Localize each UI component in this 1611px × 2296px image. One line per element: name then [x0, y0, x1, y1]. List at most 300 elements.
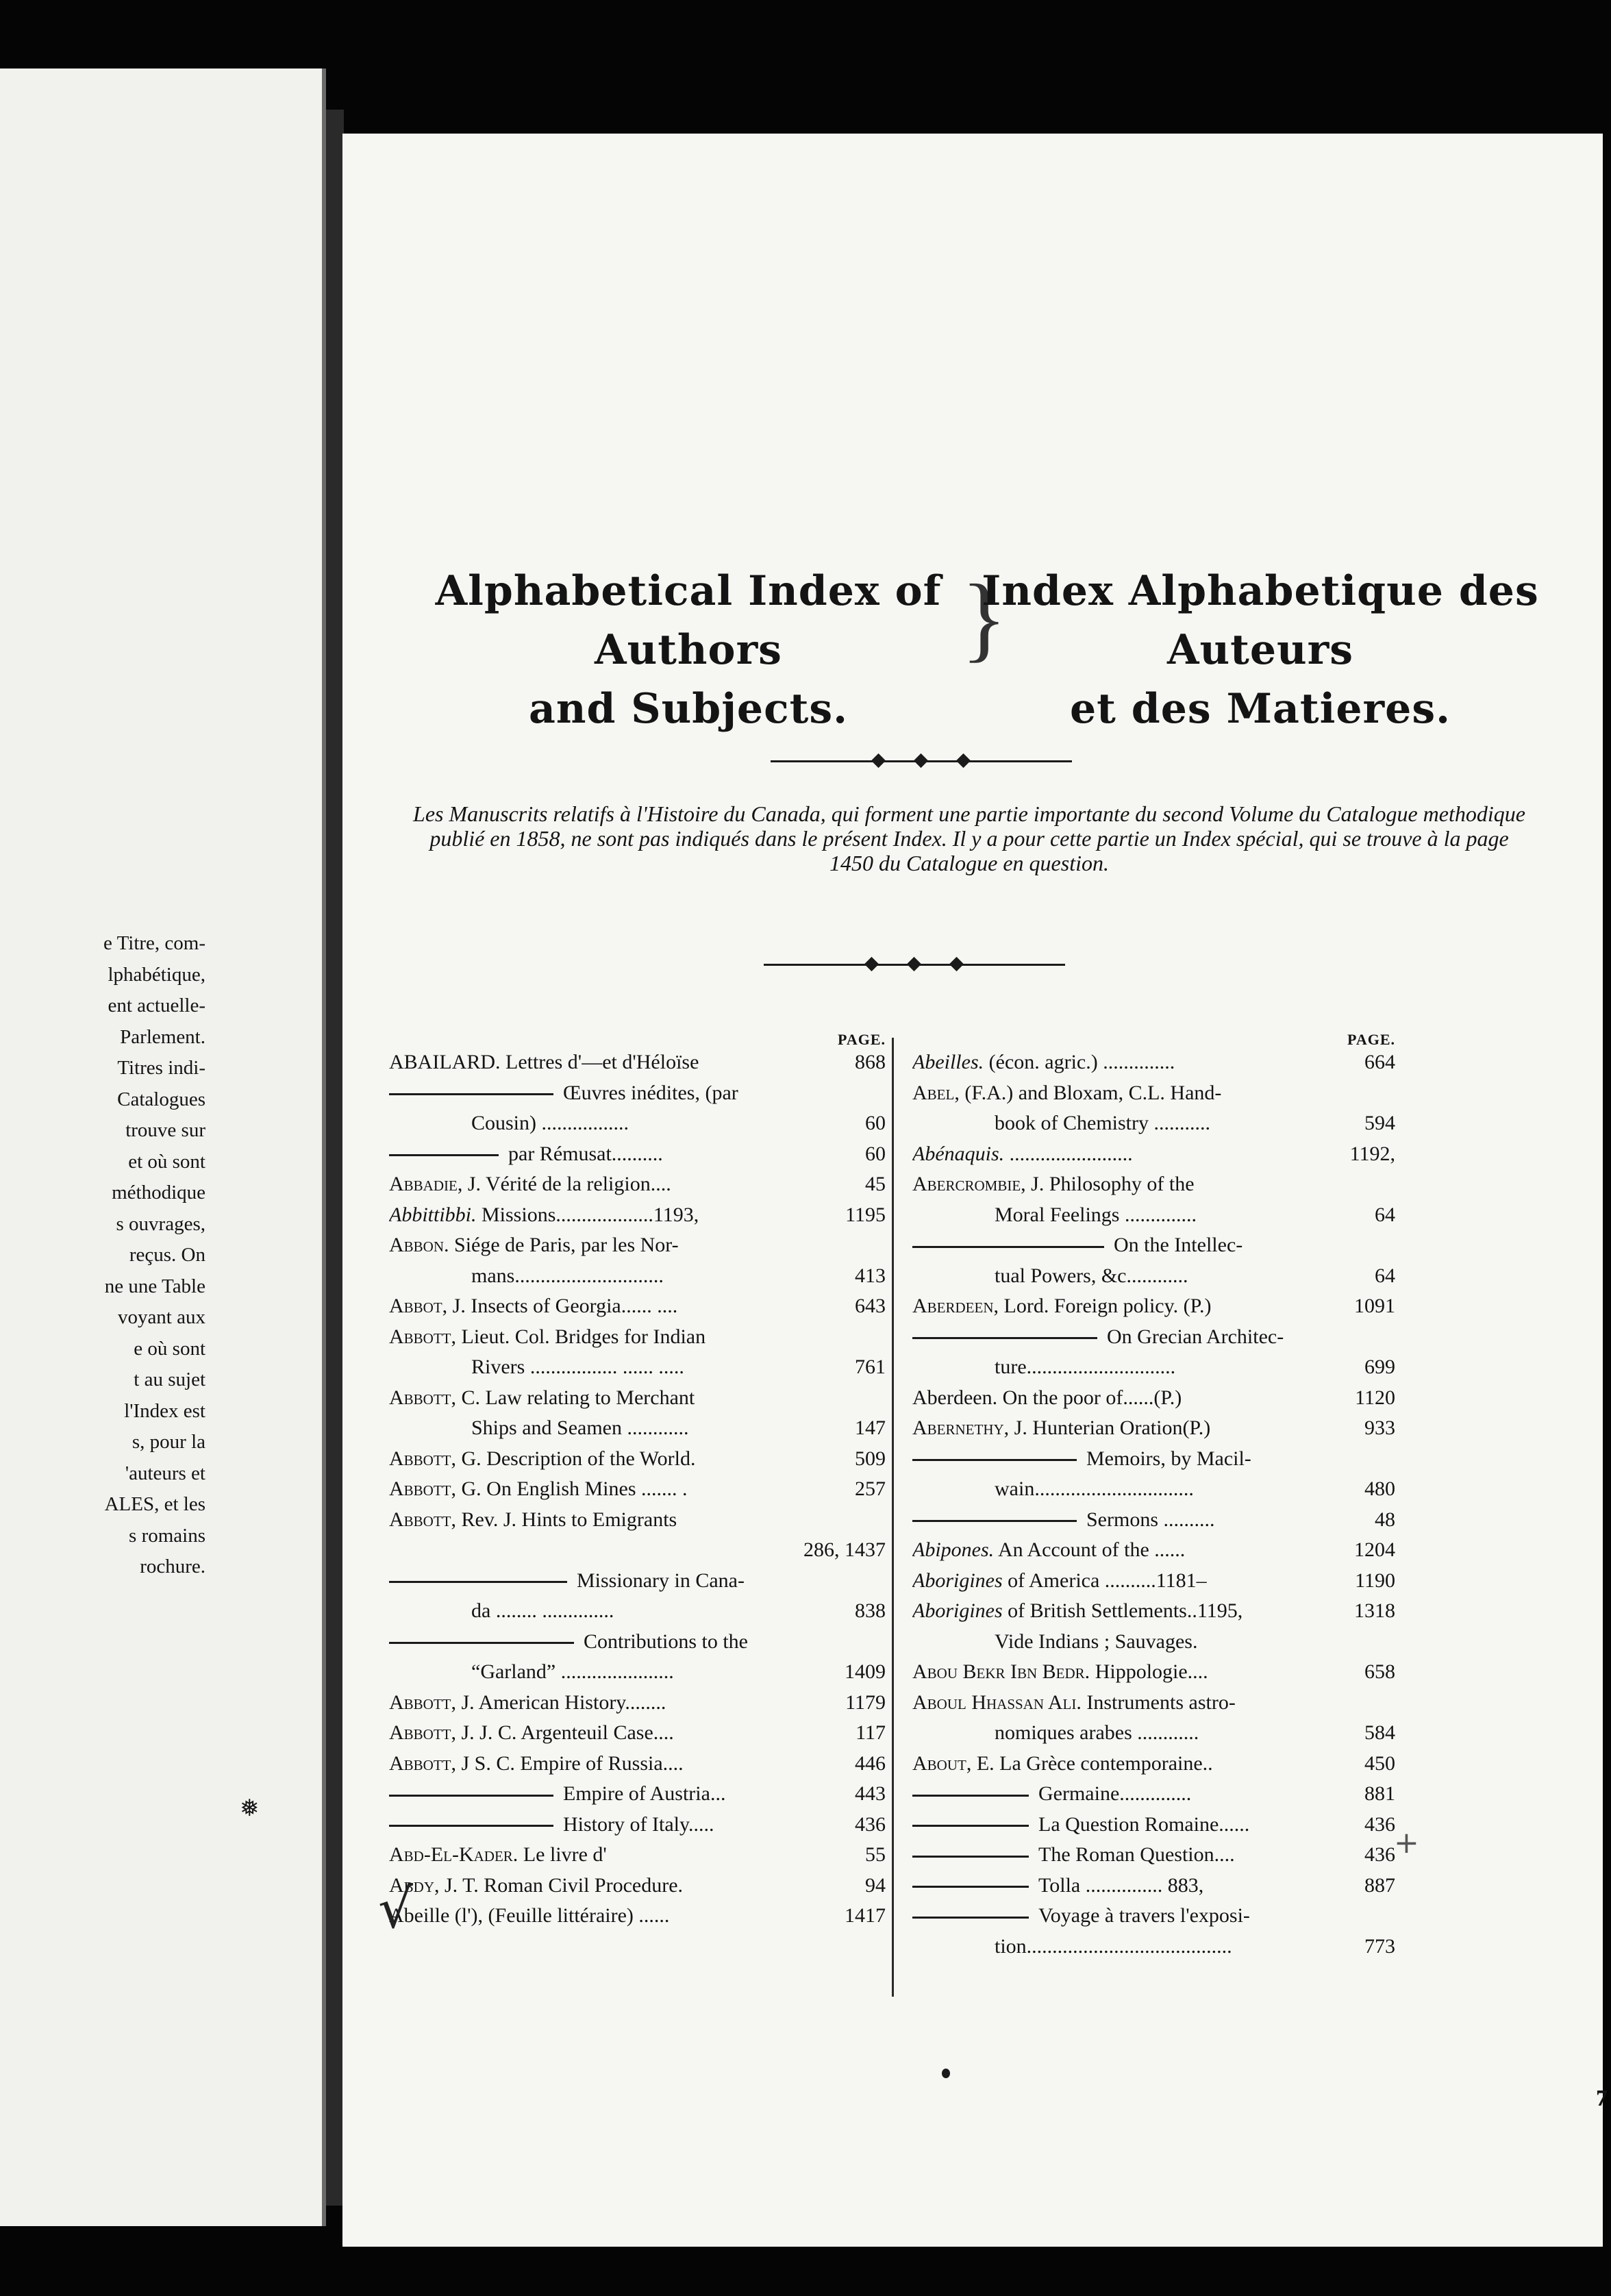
entry-title: Rev. J. Hints to Emigrants [456, 1508, 677, 1531]
left-fragment-line: l'Index est [124, 1399, 205, 1422]
entry-page-number: 436 [1364, 1843, 1395, 1866]
index-entry [389, 1108, 886, 1139]
entry-text [912, 1810, 1395, 1840]
entry-title: Missionary in Cana- [577, 1569, 745, 1592]
entry-title: Memoirs, by Macil- [1086, 1447, 1251, 1470]
index-entry [389, 1444, 886, 1475]
manuscripts-note: Les Manuscrits relatifs à l'Histoire du Canada, qui forment une partie importante du second Volume du Catalogue methodique publié en 1858, ne sont pas indiqués dans le présent Index. Il y a pour cette partie un Index spécial, qui se trouve à la page 1450 du Catalogue en question. [413, 801, 1525, 875]
index-entry [912, 1413, 1395, 1444]
entry-title: nomiques arabes ............ [995, 1721, 1199, 1744]
entry-page-number: 480 [1364, 1477, 1395, 1500]
heading-french-line-1: Index Alphabetique des Auteurs [982, 567, 1539, 674]
index-entry [912, 1291, 1395, 1322]
entry-title: An Account of the ...... [994, 1538, 1186, 1561]
entry-page-number: 257 [855, 1477, 886, 1500]
entry-title: Description of the World. [481, 1447, 696, 1470]
entry-title: Siége de Paris, par les Nor- [449, 1234, 679, 1256]
entry-text [912, 1718, 1395, 1749]
entry-text [912, 1566, 1395, 1597]
index-entry [912, 1200, 1395, 1231]
left-fragment-line: ALES, et les [104, 1493, 205, 1515]
entry-text [389, 1200, 886, 1231]
entry-text [389, 1078, 886, 1109]
heading-french-line-2: et des Matieres. [1070, 685, 1451, 733]
index-entry [389, 1322, 886, 1353]
entry-text [912, 1535, 1395, 1566]
entry-page-number: 60 [865, 1112, 886, 1134]
heading-english-line-1: Alphabetical Index of Authors [435, 567, 942, 674]
entry-text [389, 1261, 886, 1292]
entry-title: book of Chemistry ........... [995, 1112, 1210, 1134]
handwritten-check-mark: √ [378, 1877, 413, 1941]
entry-text [912, 1322, 1395, 1353]
entry-page-number: 643 [855, 1295, 886, 1317]
entry-title: Tolla ............... 883, [1038, 1873, 1204, 1897]
entry-page-number: 1190 [1355, 1569, 1395, 1592]
entry-title: The Roman Question.... [1038, 1843, 1235, 1866]
entry-text [389, 1169, 886, 1200]
entry-text [389, 1779, 886, 1810]
index-entry [912, 1749, 1395, 1780]
ink-speck [942, 2069, 950, 2078]
entry-author: Abbott, J. J. C. [389, 1721, 517, 1744]
entry-author: About, E. [912, 1751, 995, 1775]
heading-french [979, 562, 1541, 738]
entry-text [912, 1627, 1395, 1658]
entry-title: tion........................................ [995, 1934, 1232, 1958]
entry-title: (écon. agric.) .............. [984, 1051, 1175, 1073]
index-entry [389, 1230, 886, 1261]
entry-text [912, 1596, 1395, 1627]
entry-page-number: 446 [855, 1751, 886, 1775]
entry-text [389, 1230, 886, 1261]
entry-title: Empire of Austria... [563, 1782, 726, 1805]
left-fragment-line: Parlement. [120, 1025, 205, 1048]
entry-text [389, 1688, 886, 1719]
index-entry [389, 1718, 886, 1749]
entry-author: Abbott, G. [389, 1447, 482, 1470]
index-entry [389, 1596, 886, 1627]
entry-text [912, 1749, 1395, 1780]
entry-text [389, 1108, 886, 1139]
index-entry [389, 1139, 886, 1170]
entry-text [389, 1810, 886, 1840]
entry-page-number: 450 [1364, 1751, 1395, 1775]
entry-text [389, 1718, 886, 1749]
entry-page-number: 887 [1364, 1873, 1395, 1897]
index-entry [389, 1505, 886, 1536]
entry-page-number: 117 [856, 1721, 886, 1744]
entry-text [912, 1200, 1395, 1231]
entry-text [389, 1505, 886, 1536]
entry-title: La Question Romaine...... [1038, 1812, 1250, 1836]
entry-title: “Garland” ...................... [471, 1660, 674, 1683]
entry-page-number: 773 [1364, 1934, 1395, 1958]
index-entry [912, 1444, 1395, 1475]
entry-title: par Rémusat.......... [508, 1142, 663, 1165]
repeat-dash [389, 1825, 553, 1827]
entry-author: Abou Bekr Ibn Bedr. [912, 1660, 1090, 1683]
entry-title: Lieut. Col. Bridges for Indian [456, 1325, 706, 1348]
entry-title: Moral Feelings .............. [995, 1203, 1197, 1226]
index-entry [389, 1169, 886, 1200]
repeat-dash [389, 1093, 553, 1095]
left-fragment-line: 'auteurs et [125, 1462, 205, 1484]
index-entry [912, 1047, 1395, 1078]
entry-subject: Abeilles. [912, 1051, 984, 1073]
repeat-dash [912, 1856, 1029, 1858]
index-entry [389, 1535, 886, 1566]
entry-text [389, 1627, 886, 1658]
index-entry [912, 1779, 1395, 1810]
entry-author: Abel, [912, 1081, 960, 1104]
heading-english [418, 562, 959, 738]
entry-text [912, 1383, 1395, 1414]
entry-text [912, 1291, 1395, 1322]
entry-page-number: 443 [855, 1782, 886, 1805]
main-page [342, 134, 1608, 2247]
index-entry [389, 1657, 886, 1688]
index-entry [389, 1871, 886, 1901]
entry-title: Instruments astro- [1081, 1690, 1236, 1714]
index-entry [912, 1108, 1395, 1139]
entry-page-number: 699 [1364, 1356, 1395, 1378]
entry-author: Abbot, J. [389, 1295, 466, 1317]
entry-text [912, 1932, 1395, 1962]
entry-title: Lord. Foreign policy. (P.) [999, 1295, 1212, 1317]
entry-text [912, 1474, 1395, 1505]
entry-title: (F.A.) and Bloxam, C.L. Hand- [959, 1081, 1222, 1104]
index-entry [912, 1840, 1395, 1871]
entry-text [912, 1444, 1395, 1475]
entry-page-number: 436 [1364, 1812, 1395, 1836]
entry-author: Abbott, [389, 1508, 456, 1531]
entry-subject: Aborigines [912, 1599, 1003, 1622]
index-entry [912, 1901, 1395, 1932]
entry-text [389, 1139, 886, 1170]
entry-text [912, 1108, 1395, 1139]
entry-text [912, 1779, 1395, 1810]
index-entry [389, 1047, 886, 1078]
entry-text [389, 1871, 886, 1901]
entry-page-number: 1179 [845, 1690, 886, 1714]
entry-page-number: 838 [855, 1599, 886, 1622]
index-entry [389, 1383, 886, 1414]
left-fragment-line: t au sujet [134, 1369, 205, 1390]
left-page-text-fragment [0, 928, 205, 1583]
entry-subject: Abbittibbi. [389, 1203, 477, 1226]
entry-author: Abbott, G. [389, 1477, 482, 1500]
left-fragment-line: s, pour la [132, 1431, 205, 1453]
entry-text [912, 1078, 1395, 1109]
entry-text [389, 1383, 886, 1414]
left-fragment-line: e Titre, com- [103, 932, 205, 954]
entry-page-number: 60 [865, 1142, 886, 1165]
index-entry [389, 1200, 886, 1231]
index-entry [389, 1779, 886, 1810]
repeat-dash [389, 1581, 567, 1583]
index-entry [912, 1596, 1395, 1627]
entry-page-number: 286, 1437 [803, 1538, 886, 1561]
entry-title: Empire of Russia.... [514, 1751, 684, 1775]
index-entry [912, 1261, 1395, 1292]
entry-title: Ships and Seamen ............ [471, 1417, 689, 1439]
entry-text [389, 1322, 886, 1353]
entry-page-number: 881 [1364, 1782, 1395, 1805]
entry-author: Aboul Hhassan Ali. [912, 1690, 1082, 1714]
index-entry [912, 1627, 1395, 1658]
index-entry [912, 1383, 1395, 1414]
entry-text [389, 1749, 886, 1780]
index-entry [389, 1627, 886, 1658]
book-gutter [326, 110, 344, 2206]
entry-text [912, 1169, 1395, 1200]
index-entry [912, 1871, 1395, 1901]
entry-title: Le livre d' [518, 1843, 607, 1866]
entry-text [912, 1230, 1395, 1261]
left-fragment-line: lphabétique, [108, 963, 205, 986]
heading-brace: } [961, 565, 1008, 671]
index-entry [912, 1688, 1395, 1719]
entry-page-number: 594 [1364, 1112, 1395, 1134]
entry-author: Abbott, J S. C. [389, 1751, 515, 1775]
index-entry [389, 1810, 886, 1840]
entry-page-number: 1120 [1355, 1386, 1395, 1409]
bottom-ornament-rule [764, 956, 1065, 973]
entry-text [389, 1047, 886, 1078]
entry-title: Roman Civil Procedure. [478, 1873, 684, 1897]
entry-title: Sermons .......... [1086, 1508, 1215, 1531]
entry-title: Vérité de la religion.... [481, 1173, 671, 1195]
index-heading [418, 562, 1541, 836]
entry-text [912, 1261, 1395, 1292]
entry-title: Germaine.............. [1038, 1782, 1192, 1805]
index-entry [389, 1291, 886, 1322]
entry-page-number: 1192, [1349, 1142, 1395, 1165]
entry-page-number: 94 [865, 1873, 886, 1897]
entry-text [389, 1291, 886, 1322]
entry-title: mans............................. [471, 1264, 664, 1287]
entry-page-number: 147 [855, 1417, 886, 1439]
index-entry [912, 1657, 1395, 1688]
entry-author: Abercrombie, J. [912, 1173, 1045, 1195]
entry-title: History of Italy..... [563, 1812, 714, 1836]
entry-title: Abeille (l'), (Feuille littéraire) ...... [389, 1904, 670, 1927]
entry-page-number: 658 [1364, 1660, 1395, 1683]
handwritten-plus-mark: + [1394, 1825, 1419, 1860]
repeat-dash [389, 1154, 499, 1156]
entry-text [389, 1901, 886, 1932]
left-fragment-line: et où sont [128, 1150, 205, 1173]
entry-page-number: 48 [1375, 1508, 1395, 1531]
index-entry [912, 1474, 1395, 1505]
index-entry [389, 1413, 886, 1444]
index-entry [389, 1901, 886, 1932]
entry-author: Aberdeen, [912, 1295, 999, 1317]
entry-title: Hippologie.... [1090, 1660, 1208, 1683]
entry-text [389, 1413, 886, 1444]
column-divider [892, 1038, 894, 1997]
entry-title: On the Intellec- [1114, 1234, 1243, 1256]
repeat-dash [912, 1459, 1077, 1461]
entry-page-number: 1318 [1354, 1599, 1395, 1622]
index-entry [389, 1840, 886, 1871]
index-column-left [389, 1031, 886, 1932]
entry-title: Hunterian Oration(P.) [1027, 1417, 1211, 1439]
entry-title: On Grecian Architec- [1107, 1325, 1284, 1348]
entry-title: da ........ .............. [471, 1599, 614, 1622]
entry-page-number: 1204 [1354, 1538, 1395, 1561]
entry-text [912, 1047, 1395, 1078]
entry-title: Law relating to Merchant [480, 1386, 695, 1409]
index-entry [389, 1261, 886, 1292]
entry-page-number: 584 [1364, 1721, 1395, 1744]
entry-title: tual Powers, &c............ [995, 1264, 1188, 1287]
entry-title: ture............................. [995, 1356, 1176, 1378]
entry-page-number: 1195 [845, 1203, 886, 1226]
entry-page-number: 509 [855, 1447, 886, 1470]
left-fragment-line: trouve sur [125, 1119, 205, 1141]
entry-page-number: 933 [1364, 1417, 1395, 1439]
entry-title: Missions...................1193, [476, 1203, 699, 1226]
repeat-dash [389, 1795, 553, 1797]
entry-title: Œuvres inédites, (par [563, 1081, 738, 1104]
index-column-right [912, 1031, 1395, 1962]
entry-page-number: 1091 [1354, 1295, 1395, 1317]
entry-title: Lettres d'—et d'Héloïse [500, 1051, 699, 1073]
entry-page-number: 1409 [845, 1660, 886, 1683]
entry-title: wain............................... [995, 1477, 1194, 1500]
entry-page-number: 868 [855, 1051, 886, 1073]
entry-author: Abbott, C. [389, 1386, 481, 1409]
entry-text [389, 1474, 886, 1505]
entry-author: ABAILARD. [389, 1051, 501, 1073]
repeat-dash [912, 1520, 1077, 1522]
entry-author: Abd-El-Kader. [389, 1843, 519, 1866]
entry-title: La Grèce contemporaine.. [994, 1751, 1213, 1775]
index-entry [912, 1139, 1395, 1170]
entry-title: On English Mines ....... . [481, 1477, 688, 1500]
index-entry [389, 1749, 886, 1780]
repeat-dash [912, 1886, 1029, 1888]
entry-title: Aberdeen. On the poor of......(P.) [912, 1386, 1182, 1409]
index-entry [912, 1718, 1395, 1749]
entry-text [912, 1413, 1395, 1444]
entry-title: Contributions to the [584, 1630, 748, 1653]
entry-text [912, 1657, 1395, 1688]
repeat-dash [912, 1795, 1029, 1797]
entry-page-number: 55 [865, 1843, 886, 1866]
left-fragment-line: voyant aux [117, 1306, 205, 1328]
index-entry [912, 1078, 1395, 1109]
entry-text [912, 1688, 1395, 1719]
entry-text [389, 1444, 886, 1475]
entry-title: Cousin) ................. [471, 1112, 629, 1134]
left-fragment-line: ne une Table [104, 1275, 205, 1297]
entry-text [912, 1505, 1395, 1536]
left-fragment-line: méthodique [112, 1182, 205, 1203]
entry-title: Vide Indians ; Sauvages. [995, 1630, 1198, 1653]
left-fragment-line: Titres indi- [117, 1057, 205, 1079]
entry-author: Abbott, [389, 1325, 456, 1348]
index-entry [912, 1322, 1395, 1353]
entry-text [912, 1139, 1395, 1170]
entry-author: Abbott, J. [389, 1690, 475, 1714]
index-entry [389, 1566, 886, 1597]
entry-page-number: 413 [855, 1264, 886, 1287]
entry-text [912, 1840, 1395, 1871]
entry-subject: Abénaquis. [912, 1142, 1005, 1165]
entry-text [912, 1352, 1395, 1383]
entry-title: Rivers ................. ...... ..... [471, 1356, 684, 1378]
index-entry [912, 1230, 1395, 1261]
left-fragment-line: rochure. [140, 1556, 205, 1577]
entry-title: Voyage à travers l'exposi- [1038, 1904, 1250, 1927]
entry-text [912, 1901, 1395, 1932]
repeat-dash [912, 1825, 1029, 1827]
entry-title: Philosophy of the [1044, 1173, 1195, 1195]
entry-text [389, 1657, 886, 1688]
entry-text [389, 1566, 886, 1597]
left-fragment-line: e où sont [134, 1337, 205, 1360]
left-page [0, 68, 326, 2226]
entry-page-number: 64 [1375, 1203, 1395, 1226]
index-entry [389, 1474, 886, 1505]
entry-title: Argenteuil Case.... [516, 1721, 674, 1744]
entry-author: Abdy, J. T. [389, 1873, 479, 1897]
entry-title: American History........ [474, 1690, 666, 1714]
page-column-header: PAGE. [1347, 1031, 1395, 1048]
entry-page-number: 64 [1375, 1264, 1395, 1287]
index-entry [912, 1505, 1395, 1536]
entry-subject: Aborigines [912, 1569, 1003, 1592]
entry-page-number: 45 [865, 1173, 886, 1195]
folio-number: 7 [1596, 2086, 1608, 2111]
left-fragment-line: ent actuelle- [108, 995, 205, 1016]
entry-title: of British Settlements..1195, [1002, 1599, 1243, 1622]
heading-english-line-2: and Subjects. [528, 685, 849, 733]
entry-title: of America ..........1181– [1002, 1569, 1207, 1592]
left-fragment-line: reçus. On [129, 1244, 205, 1266]
entry-author: Abernethy, J. [912, 1417, 1027, 1439]
repeat-dash [389, 1642, 574, 1644]
entry-text [912, 1871, 1395, 1901]
index-entry [912, 1535, 1395, 1566]
entry-text [389, 1352, 886, 1383]
entry-page-number: 1417 [845, 1904, 886, 1927]
index-entry [389, 1078, 886, 1109]
left-fragment-line: s romains [129, 1524, 205, 1547]
entry-title: ........................ [1004, 1142, 1133, 1165]
index-entry [389, 1352, 886, 1383]
entry-text [389, 1840, 886, 1871]
repeat-dash [912, 1246, 1104, 1248]
index-entry [912, 1352, 1395, 1383]
left-fragment-line: s ouvrages, [116, 1212, 205, 1235]
page-column-header: PAGE. [838, 1031, 886, 1048]
entry-page-number: 436 [855, 1812, 886, 1836]
entry-page-number: 664 [1364, 1051, 1395, 1073]
index-entry [912, 1169, 1395, 1200]
top-ornament-rule [771, 752, 1072, 770]
index-entry [912, 1932, 1395, 1962]
repeat-dash [912, 1917, 1029, 1919]
index-entry [912, 1566, 1395, 1597]
index-entry [389, 1688, 886, 1719]
entry-text [389, 1596, 886, 1627]
entry-title: Insects of Georgia...... .... [465, 1295, 678, 1317]
entry-subject: Abipones. [912, 1538, 995, 1561]
